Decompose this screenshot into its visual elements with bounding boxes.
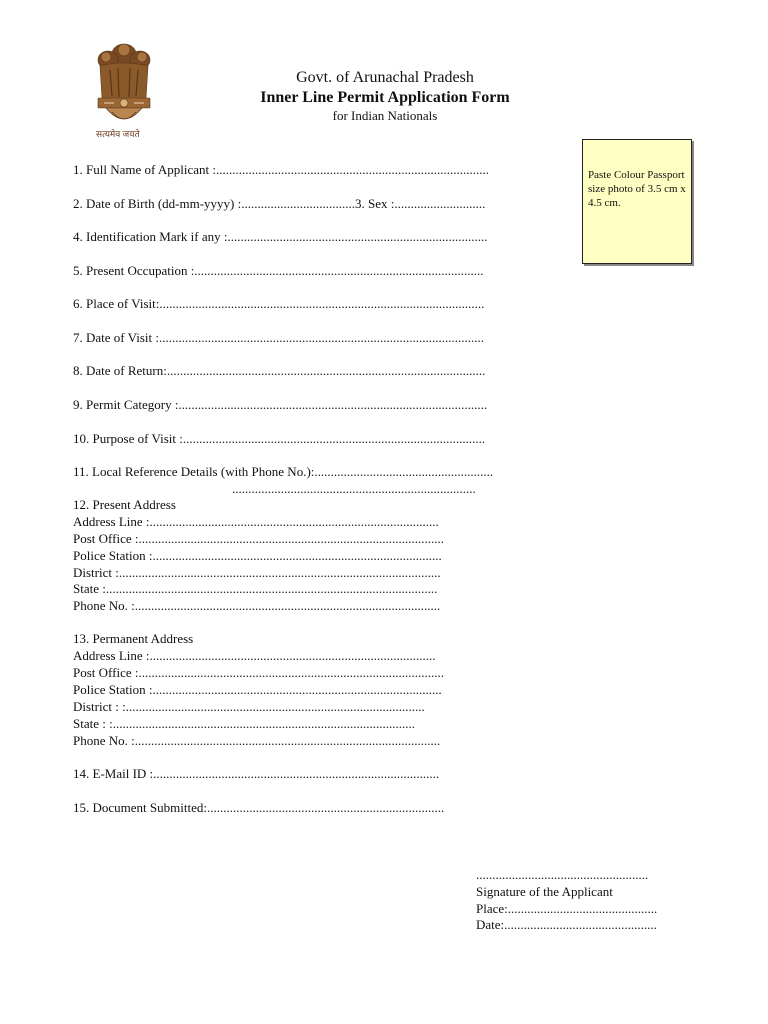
form-header — [200, 68, 570, 124]
field-local-reference[interactable]: 11. Local Reference Details (with Phone No.):....................................................... — [73, 464, 494, 479]
field-place-of-visit[interactable]: 6. Place of Visit:.................................................................................................... — [73, 296, 485, 311]
field-permanent-phone[interactable]: Phone No. :.............................................................................................. — [73, 733, 441, 748]
field-present-address-line[interactable]: Address Line :......................................................................................... — [73, 514, 439, 529]
field-dob-sex[interactable]: 2. Date of Birth (dd-mm-yyyy) :...................................3. Sex :............................ — [73, 196, 486, 211]
field-present-post-office[interactable]: Post Office :.............................................................................................. — [73, 531, 444, 546]
form-subtitle: for Indian Nationals — [332, 108, 438, 123]
section-permanent-address: 13. Permanent Address — [73, 631, 194, 646]
section-present-address: 12. Present Address — [73, 497, 176, 512]
field-date-of-return[interactable]: 8. Date of Return:.................................................................................................. — [73, 363, 486, 378]
form-title: Inner Line Permit Application Form — [260, 89, 510, 106]
state-emblem — [82, 40, 166, 140]
field-present-state[interactable]: State :...................................................................................................... — [73, 581, 438, 596]
field-documents-submitted[interactable]: 15. Document Submitted:......................................................................... — [73, 800, 445, 815]
photo-placeholder[interactable] — [582, 139, 692, 264]
field-permanent-address-line[interactable]: Address Line :........................................................................................ — [73, 648, 436, 663]
field-place[interactable]: Place:.............................................. — [476, 901, 658, 916]
emblem-motto: सत्यमेव जयते — [96, 129, 140, 139]
field-identification-mark[interactable]: 4. Identification Mark if any :................................................................................ — [73, 229, 488, 244]
field-date-of-visit[interactable]: 7. Date of Visit :.................................................................................................... — [73, 330, 484, 345]
field-permanent-district[interactable]: District : :............................................................................................ — [73, 699, 425, 714]
field-local-reference-line2[interactable]: ........................................................................... — [232, 481, 476, 496]
field-present-police-station[interactable]: Police Station :......................................................................................... — [73, 548, 442, 563]
field-present-district[interactable]: District :................................................................................................... — [73, 565, 441, 580]
photo-instructions: Paste Colour Passport size photo of 3.5 cm x 4.5 cm. — [588, 169, 686, 209]
field-permit-category[interactable]: 9. Permit Category :............................................................................................... — [73, 397, 488, 412]
signature-label: Signature of the Applicant — [476, 884, 613, 899]
field-permanent-post-office[interactable]: Post Office :.............................................................................................. — [73, 665, 444, 680]
field-email[interactable]: 14. E-Mail ID :........................................................................................ — [73, 766, 440, 781]
signature-line[interactable]: ..................................................... — [476, 867, 649, 882]
field-occupation[interactable]: 5. Present Occupation :......................................................................................... — [73, 263, 484, 278]
field-full-name[interactable]: 1. Full Name of Applicant :.................................................................................... — [73, 162, 489, 177]
govt-name: Govt. of Arunachal Pradesh — [296, 69, 474, 86]
field-permanent-state[interactable]: State : :............................................................................................. — [73, 716, 415, 731]
field-present-phone[interactable]: Phone No. :.............................................................................................. — [73, 598, 441, 613]
field-date[interactable]: Date:............................................... — [476, 917, 657, 932]
field-permanent-police-station[interactable]: Police Station :......................................................................................... — [73, 682, 442, 697]
field-purpose-of-visit[interactable]: 10. Purpose of Visit :............................................................................................. — [73, 431, 486, 446]
lion-capital-icon — [82, 40, 166, 140]
